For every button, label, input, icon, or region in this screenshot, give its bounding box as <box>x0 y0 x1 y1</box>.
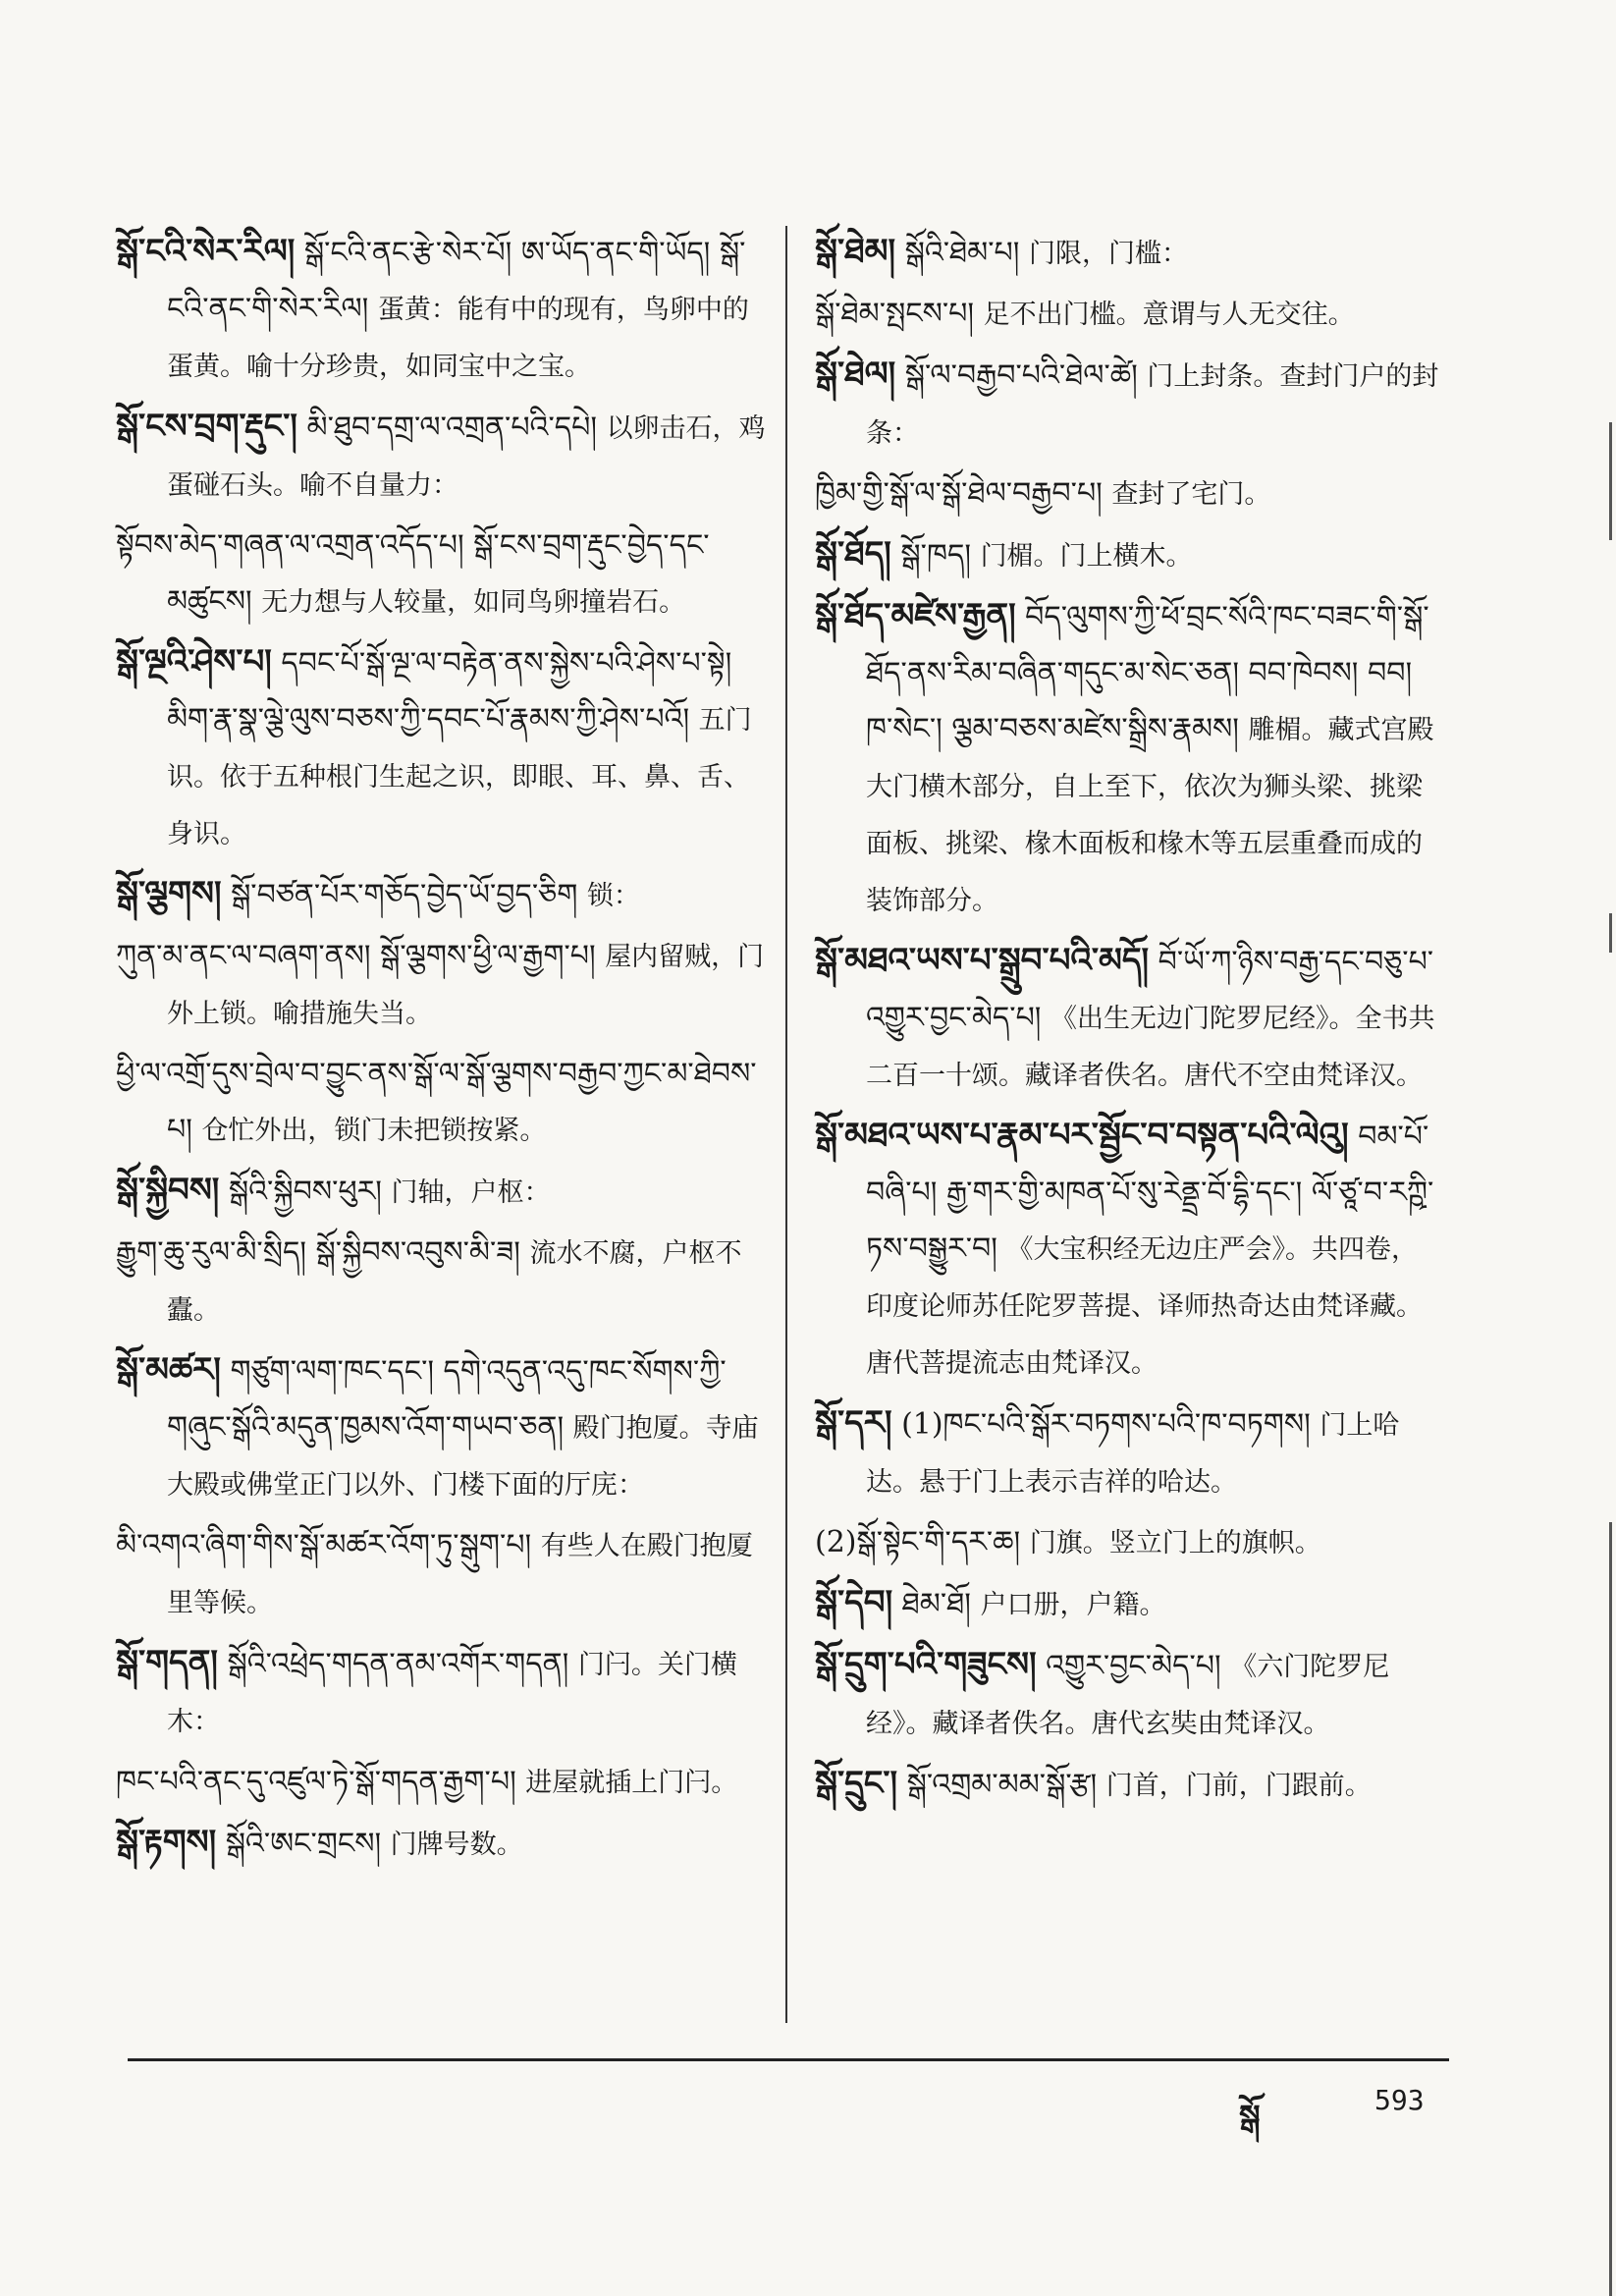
entry-tibetan-definition: བོ་ཡོ་ཀ་ཉིས་བརྒྱ་དང་བཅུ་པ་འགྱུར་བྱང་མེད་པ། <box>866 945 1434 1035</box>
dictionary-entry <box>116 518 770 630</box>
entry-chinese-definition: 以卵击石，鸡蛋碰石头。喻不自量力： <box>167 413 766 501</box>
entry-chinese-definition: 门限，门槛： <box>1028 239 1188 269</box>
entry-headword: སྒོ་དར། <box>815 1403 892 1443</box>
entry-chinese-definition: 足不出门槛。意谓与人无交往。 <box>983 300 1355 330</box>
entry-tibetan-definition: དབང་པོ་སྒོ་ལྔ་ལ་བརྟེན་ནས་སྐྱེས་པའི་ཤེས་པ་སྟེ། མིག་རྣ་སྣ་ལྕེ་ལུས་བཅས་ཀྱི་དབང་པོ་རྣམས་ཀྱི་ཤེས་པའོ། <box>167 646 732 737</box>
entry-headword: སྒོ་མཐའ་ཡས་པ་སྒྲུབ་པའི་མདོ། <box>815 941 1150 980</box>
footer-rule <box>128 2058 1449 2061</box>
dictionary-entry <box>116 1225 770 1339</box>
entry-headword: སྒོ་ཐེམ། <box>815 232 896 271</box>
dictionary-entry <box>815 1756 1443 1814</box>
entry-headword: སྒོ་ལྔའི་ཤེས་པ། <box>116 642 272 682</box>
dictionary-entry <box>815 1637 1443 1752</box>
dictionary-entry <box>116 1754 770 1811</box>
entry-chinese-definition: 门旗。竖立门上的旗帜。 <box>1029 1528 1321 1558</box>
entry-chinese-definition: 进屋就插上门闩。 <box>525 1768 738 1798</box>
entry-tibetan-definition: ཀུན་མ་ནང་ལ་བཞག་ནས། སྒོ་ལྕགས་ཕྱི་ལ་རྒྱག་པ། <box>116 939 596 973</box>
dictionary-entry <box>116 634 770 862</box>
entry-chinese-definition: 无力想与人较量，如同鸟卵撞岩石。 <box>261 587 686 618</box>
entry-headword: སྒོ་སྐྱིབས། <box>116 1171 220 1210</box>
entry-headword: སྒོ་དྲུང་། <box>815 1764 898 1803</box>
entry-chinese-definition: 屋内留贼，门外上锁。喻措施失当。 <box>167 942 765 1029</box>
running-head: སྒོ <box>1239 2098 1261 2135</box>
column-divider <box>785 226 787 2023</box>
entry-tibetan-definition: ཁྱིམ་གྱི་སྒོ་ལ་སྒོ་ཐེལ་བརྒྱབ་པ། <box>815 476 1103 511</box>
scan-edge-marks <box>1590 422 1616 2288</box>
entry-tibetan-definition: ཕྱི་ལ་འགྲོ་དུས་བྲེལ་བ་བྱུང་ནས་སྒོ་ལ་སྒོ་ལྕགས་བརྒྱབ་ཀྱང་མ་ཐེབས་པ། <box>116 1057 757 1147</box>
entry-chinese-definition: 雕楣。藏式宫殿大门横木部分，自上至下，依次为狮头梁、挑梁面板、挑梁、椽木面板和椽木等五层重叠而成的装饰部分。 <box>866 715 1434 916</box>
entry-tibetan-definition: སྒོའི་ཨང་གྲངས། <box>225 1827 382 1861</box>
dictionary-entry <box>116 928 770 1042</box>
left-column <box>116 224 770 1877</box>
entry-headword: སྒོ་ཐེལ། <box>815 355 896 394</box>
dictionary-entry <box>815 1108 1443 1392</box>
dictionary-entry <box>815 1514 1443 1571</box>
dictionary-entry <box>116 1517 770 1631</box>
dictionary-entry <box>116 1342 770 1513</box>
dictionary-entry <box>116 1163 770 1221</box>
entry-chinese-definition: 门上哈达。悬于门上表示吉祥的哈达。 <box>866 1410 1400 1498</box>
entry-headword: སྒོ་ངའི་སེར་རིལ། <box>116 232 296 271</box>
entry-tibetan-definition: ཁང་པའི་ནང་དུ་འཛུལ་ཏེ་སྒོ་གདན་རྒྱག་པ། <box>116 1765 516 1799</box>
dictionary-entry <box>815 526 1443 584</box>
entry-chinese-definition: 殿门抱厦。寺庙大殿或佛堂正门以外、门楼下面的厅庑： <box>167 1413 759 1501</box>
entry-chinese-definition: 有些人在殿门抱厦里等候。 <box>167 1531 753 1618</box>
entry-headword: སྒོ་གདན། <box>116 1643 218 1682</box>
entry-tibetan-definition: སྒོ་ལ་བརྒྱབ་པའི་ཐེལ་ཚེ། <box>904 358 1138 393</box>
entry-headword: སྒོ་མཚར། <box>116 1350 221 1390</box>
entry-tibetan-definition: སྒོའི་ཐེམ་པ། <box>904 236 1020 270</box>
entry-tibetan-definition: ཐེམ་ཐོ། <box>901 1587 971 1621</box>
entry-tibetan-definition: སྟོབས་མེད་གཞན་ལ་འགྲན་འདོད་པ། སྒོ་ངས་བྲག་རྡུང་བྱེད་དང་མཚུངས། <box>116 528 710 619</box>
entry-tibetan-definition: སྒོའི་འཕྲེད་གདན་ནམ་འགོར་གདན། <box>227 1647 569 1681</box>
entry-headword: སྒོ་ངས་བྲག་རྡུང་། <box>116 407 297 446</box>
dictionary-entry <box>815 1575 1443 1633</box>
dictionary-entry <box>116 1046 770 1159</box>
entry-chinese-definition: 门轴，户枢： <box>391 1177 551 1208</box>
entry-headword: སྒོ་མཐའ་ཡས་པ་རྣམ་པར་སྦྱོང་བ་བསྟན་པའི་ལེའུ། <box>815 1116 1349 1155</box>
entry-tibetan-definition: སྒོའི་སྐྱིབས་ཕུར། <box>228 1175 382 1209</box>
entry-chinese-definition: 门闩。关门横木： <box>167 1650 737 1737</box>
entry-chinese-definition: 蛋黄：能有中的现有，鸟卵中的蛋黄。喻十分珍贵，如同宝中之宝。 <box>167 295 749 382</box>
entry-tibetan-definition: མི་འགའ་ཞིག་གིས་སྒོ་མཚར་འོག་ཏུ་སྒུག་པ། <box>116 1528 532 1562</box>
dictionary-entry <box>815 347 1443 462</box>
dictionary-entry <box>116 224 770 395</box>
entry-tibetan-definition: སྒོ་ངའི་ནང་རྩེ་སེར་པོ། ཨ་ཡོད་ནང་གི་ཡོད། སྒོ་ངའི་ནང་གི་སེར་རིལ། <box>167 236 746 326</box>
entry-headword: སྒོ་དྲུག་པའི་གཟུངས། <box>815 1645 1037 1684</box>
entry-chinese-definition: 《出生无边门陀罗尼经》。全书共二百一十颂。藏译者佚名。唐代不空由梵译汉。 <box>866 1004 1435 1091</box>
entry-headword: སྒོ་ཐོད་མཛེས་རྒྱན། <box>815 596 1016 635</box>
entry-tibetan-definition: སྒོ་འགྲམ་མམ་སྒོ་རྩ། <box>906 1768 1098 1802</box>
entry-headword: སྒོ་ཐོད། <box>815 534 891 574</box>
entry-headword: སྒོ་ལྕགས། <box>116 874 222 913</box>
dictionary-entry <box>116 1635 770 1750</box>
dictionary-entry <box>116 1815 770 1873</box>
entry-chinese-definition: 流水不腐，户枢不蠹。 <box>167 1238 742 1326</box>
entry-chinese-definition: 门首，门前，门跟前。 <box>1105 1771 1372 1801</box>
entry-chinese-definition: 《大宝积经无边庄严会》。共四卷，印度论师苏任陀罗菩提、译师热奇达由梵译藏。唐代菩提流志由梵译汉。 <box>866 1234 1423 1379</box>
dictionary-entry <box>815 465 1443 522</box>
entry-tibetan-definition: བམ་པོ་བཞི་པ། རྒྱ་གར་གྱི་མཁན་པོ་སུ་རེནྡྲ་བོ་དྷི་དང་། ལོ་ཙཱ་བ་རཀྵི་ཏས་བསྒྱུར་བ། <box>866 1120 1434 1266</box>
dictionary-entry <box>815 933 1443 1104</box>
dictionary-entry <box>815 1395 1443 1510</box>
entry-tibetan-definition: རྒྱུག་ཆུ་རུལ་མི་སྲིད། སྒོ་སྐྱིབས་འབུས་མི་ཟ། <box>116 1235 520 1270</box>
entry-tibetan-definition: འགྱུར་བྱང་མེད་པ། <box>1046 1649 1221 1683</box>
page-number: 593 <box>1374 2084 1425 2116</box>
entry-chinese-definition: 五门识。依于五种根门生起之识，即眼、耳、鼻、舌、身识。 <box>167 705 752 849</box>
right-column <box>815 224 1443 1818</box>
dictionary-entry <box>116 866 770 924</box>
entry-tibetan-definition: བོད་ལུགས་ཀྱི་ཕོ་བྲང་སོའི་ཁང་བཟང་གི་སྒོ་ཐོད་ནས་རིམ་བཞིན་གདུང་མ་སེང་ཅན། བབ་ཁེབས། བབ། ཁ་སེང་། ལྕམ་བཅས་མཛེས་སྒྲིས་རྣམས། <box>866 600 1429 746</box>
dictionary-entry <box>116 399 770 514</box>
entry-tibetan-definition: (1)ཁང་པའི་སྒོར་བཏགས་པའི་ཁ་བཏགས། <box>901 1407 1311 1442</box>
entry-tibetan-definition: (2)སྒོ་སྟེང་གི་དར་ཆ། <box>815 1525 1021 1559</box>
entry-chinese-definition: 《六门陀罗尼经》。藏译者佚名。唐代玄奘由梵译汉。 <box>866 1652 1390 1739</box>
entry-tibetan-definition: མི་ཐུབ་དགྲ་ལ་འགྲན་པའི་དཔེ། <box>306 410 598 445</box>
entry-chinese-definition: 户口册，户籍。 <box>980 1590 1166 1620</box>
entry-headword: སྒོ་དེབ། <box>815 1583 893 1622</box>
entry-tibetan-definition: སྒོ་ཁད། <box>900 538 972 573</box>
entry-chinese-definition: 锁： <box>586 881 640 911</box>
entry-headword: སྒོ་རྟགས། <box>116 1823 217 1862</box>
entry-tibetan-definition: སྒོ་ཐེམ་སྤངས་པ། <box>815 297 975 331</box>
entry-chinese-definition: 门牌号数。 <box>390 1830 523 1860</box>
entry-chinese-definition: 门楣。门上横木。 <box>980 541 1193 572</box>
entry-chinese-definition: 门上封条。查封门户的封条： <box>866 361 1439 449</box>
entry-tibetan-definition: གཙུག་ལག་ཁང་དང་། དགེ་འདུན་འདུ་ཁང་སོགས་ཀྱི་གཞུང་སྒོའི་མདུན་ཁྱམས་འོག་གཡབ་ཅན། <box>167 1354 727 1445</box>
entry-tibetan-definition: སྒོ་བཙན་པོར་གཅོད་བྱེད་ཡོ་བྱད་ཅིག <box>231 878 578 912</box>
entry-chinese-definition: 仓忙外出，锁门未把锁按紧。 <box>201 1116 547 1146</box>
dictionary-entry <box>815 286 1443 343</box>
dictionary-entry <box>815 588 1443 929</box>
dictionary-entry <box>815 224 1443 282</box>
entry-chinese-definition: 查封了宅门。 <box>1111 479 1271 510</box>
